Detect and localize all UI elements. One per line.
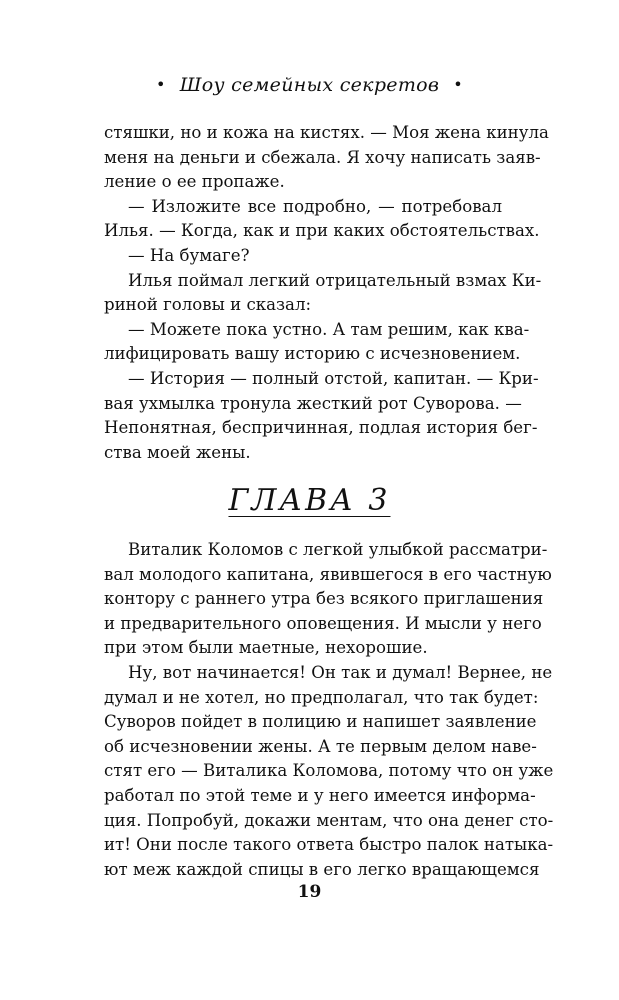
text-line: риной головы и сказал: bbox=[104, 295, 312, 315]
text-line: при этом были маетные, нехорошие. bbox=[104, 638, 428, 658]
running-head-title: Шоу семейных секретов bbox=[179, 74, 440, 96]
running-head-bullet-left: • bbox=[156, 75, 166, 94]
text-line: Илья. — Когда, как и при каких обстоятельствах. bbox=[104, 221, 540, 241]
text-line: лифицировать вашу историю с исчезновением. bbox=[104, 344, 521, 364]
text-line: контору с раннего утра без всякого приглашения bbox=[104, 589, 544, 609]
running-head bbox=[0, 74, 619, 96]
text-line: Суворов пойдет в полицию и напишет заявление bbox=[104, 712, 537, 732]
text-line: Ну, вот начинается! Он так и думал! Вернее, не bbox=[128, 662, 553, 682]
text-line: работал по этой теме и у него имеется информа- bbox=[104, 785, 536, 805]
text-line: стят его — Виталика Коломова, потому что он уже bbox=[104, 761, 554, 781]
text-line: ют меж каждой спицы в его легко вращающемся bbox=[104, 859, 540, 879]
text-line: — На бумаге? bbox=[128, 245, 250, 265]
text-line: — Можете пока устно. А там решим, как ква- bbox=[128, 319, 530, 339]
text-line: Виталик Коломов с легкой улыбкой рассматри- bbox=[128, 540, 548, 559]
text-block-before-chapter bbox=[104, 121, 549, 465]
text-line: ция. Попробуй, докажи ментам, что она денег сто- bbox=[104, 810, 554, 830]
text-line: Илья поймал легкий отрицательный взмах Ки- bbox=[128, 270, 542, 290]
chapter-title: ГЛАВА 3 bbox=[228, 483, 391, 518]
text-line: — Изложите все подробно, — потребовал bbox=[128, 196, 502, 216]
text-line: стяшки, но и кожа на кистях. — Моя жена кинула bbox=[104, 123, 549, 142]
text-line: и предварительного оповещения. И мысли у него bbox=[104, 613, 542, 633]
text-line: вал молодого капитана, явившегося в его частную bbox=[104, 564, 552, 584]
page-number: 19 bbox=[297, 882, 322, 902]
text-block-chapter-body bbox=[104, 538, 554, 882]
text-line: ства моей жены. bbox=[104, 442, 251, 462]
text-line: ление о ее пропаже. bbox=[104, 172, 285, 192]
text-line: об исчезновении жены. А те первым делом наве- bbox=[104, 736, 537, 756]
text-line: Непонятная, беспричинная, подлая история бег- bbox=[104, 418, 538, 438]
text-line: ит! Они после такого ответа быстро палок натыка- bbox=[104, 835, 554, 855]
text-line: меня на деньги и сбежала. Я хочу написать заяв- bbox=[104, 147, 541, 167]
running-head-bullet-right: • bbox=[453, 75, 463, 94]
text-line: — История — полный отстой, капитан. — Кри- bbox=[128, 368, 539, 388]
text-line: думал и не хотел, но предполагал, что так будет: bbox=[104, 687, 539, 707]
text-line: вая ухмылка тронула жесткий рот Суворова. — bbox=[104, 393, 522, 413]
